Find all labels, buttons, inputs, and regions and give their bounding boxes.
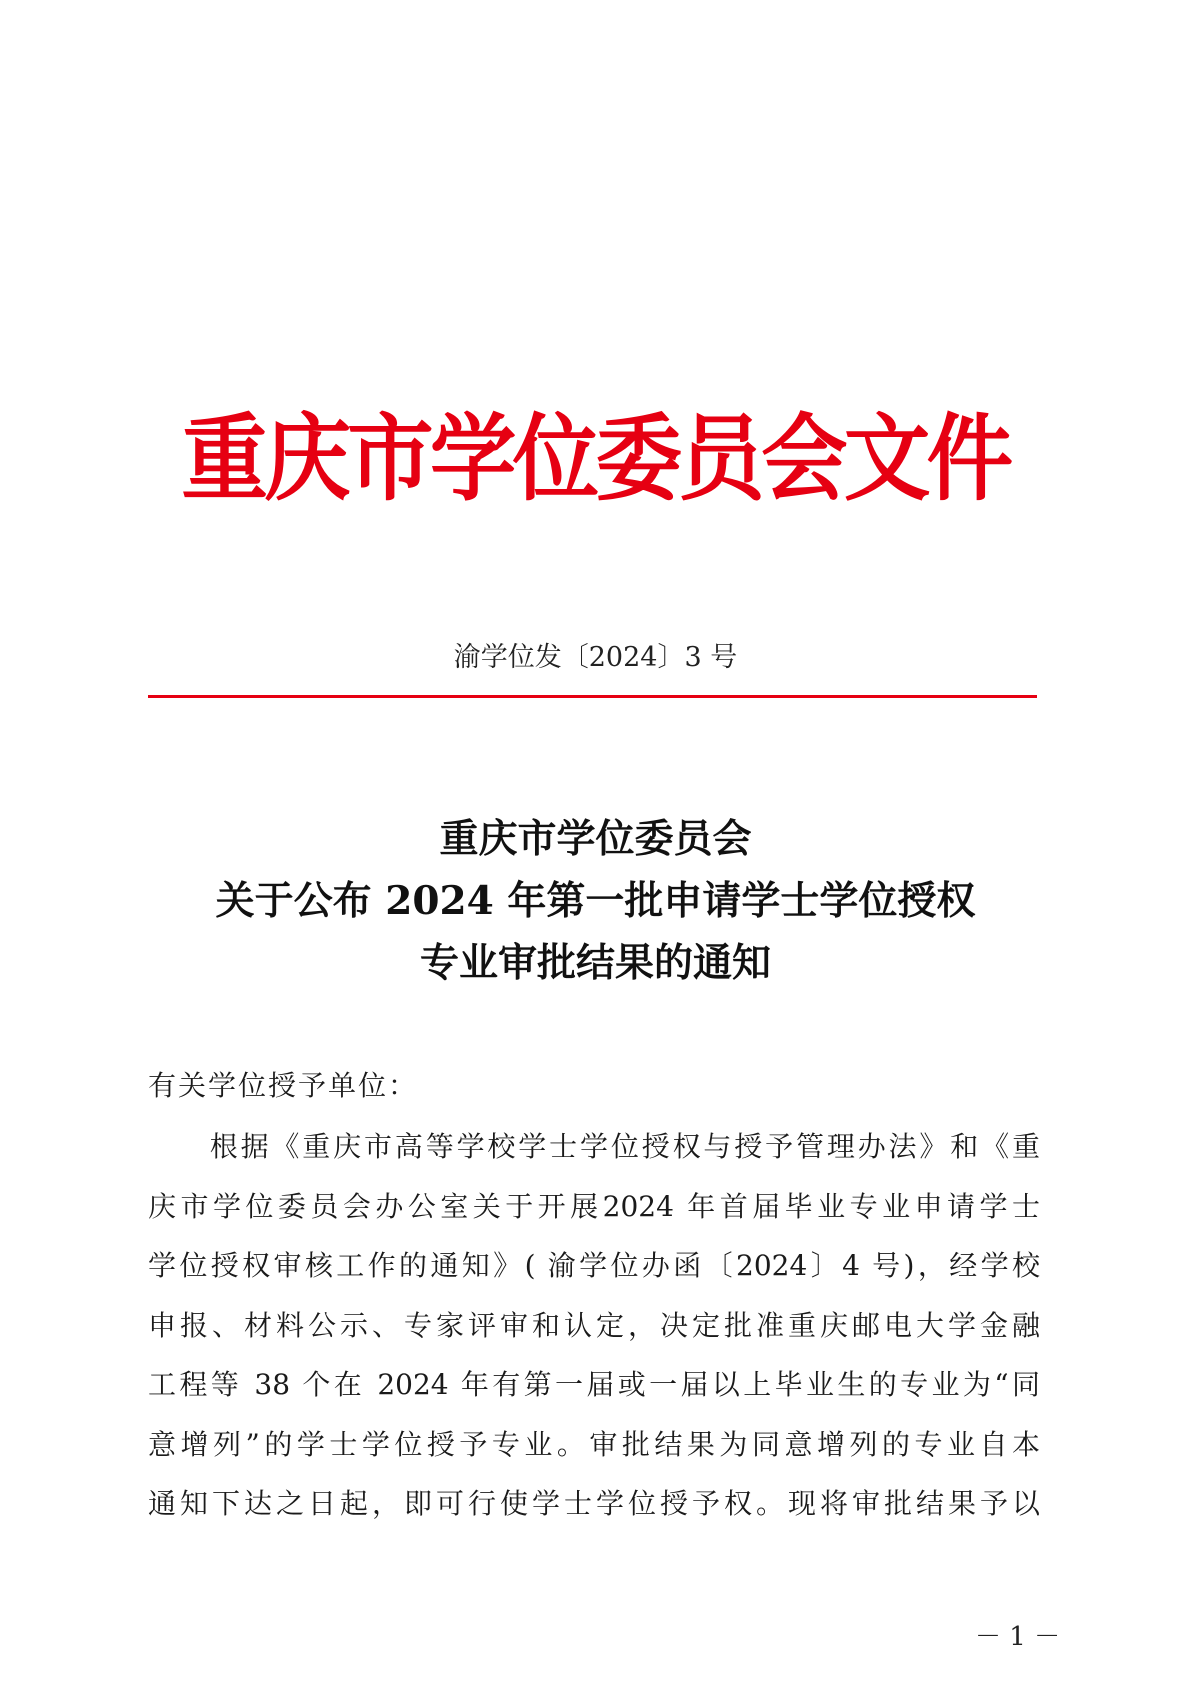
body-line: 通知下达之日起，即可行使学士学位授予权。现将审批结果予以: [148, 1487, 1040, 1520]
notice-title: [0, 808, 1191, 994]
body-line: 工程等 38 个在 2024 年有第一届或一届以上毕业生的专业为“同: [148, 1368, 1040, 1401]
body-line: 意增列”的学士学位授予专业。审批结果为同意增列的专业自本: [148, 1427, 1040, 1461]
body-paragraph: [148, 1117, 1040, 1534]
document-number: 渝学位发〔2024〕3 号: [453, 642, 738, 673]
body-line: 庆市学位委员会办公室关于开展2024 年首届毕业专业申请学士: [148, 1189, 1040, 1223]
body-line: 学位授权审核工作的通知》( 渝学位办函〔2024〕4 号)，经学校: [148, 1249, 1040, 1282]
body-line: 根据《重庆市高等学校学士学位授权与授予管理办法》和《重: [148, 1130, 1040, 1163]
title-line-1: 重庆市学位委员会: [439, 816, 752, 862]
salutation: 有关学位授予单位：: [148, 1069, 419, 1102]
title-line-3: 专业审批结果的通知: [419, 940, 771, 986]
body-line: 申报、材料公示、专家评审和认定，决定批准重庆邮电大学金融: [148, 1308, 1040, 1342]
page-number: － 1 －: [975, 1622, 1061, 1652]
masthead-title: 重庆市学位委员会文件: [181, 405, 1010, 514]
title-line-2: 关于公布 2024 年第一批申请学士学位授权: [215, 878, 976, 924]
red-separator-rule: [148, 695, 1037, 698]
